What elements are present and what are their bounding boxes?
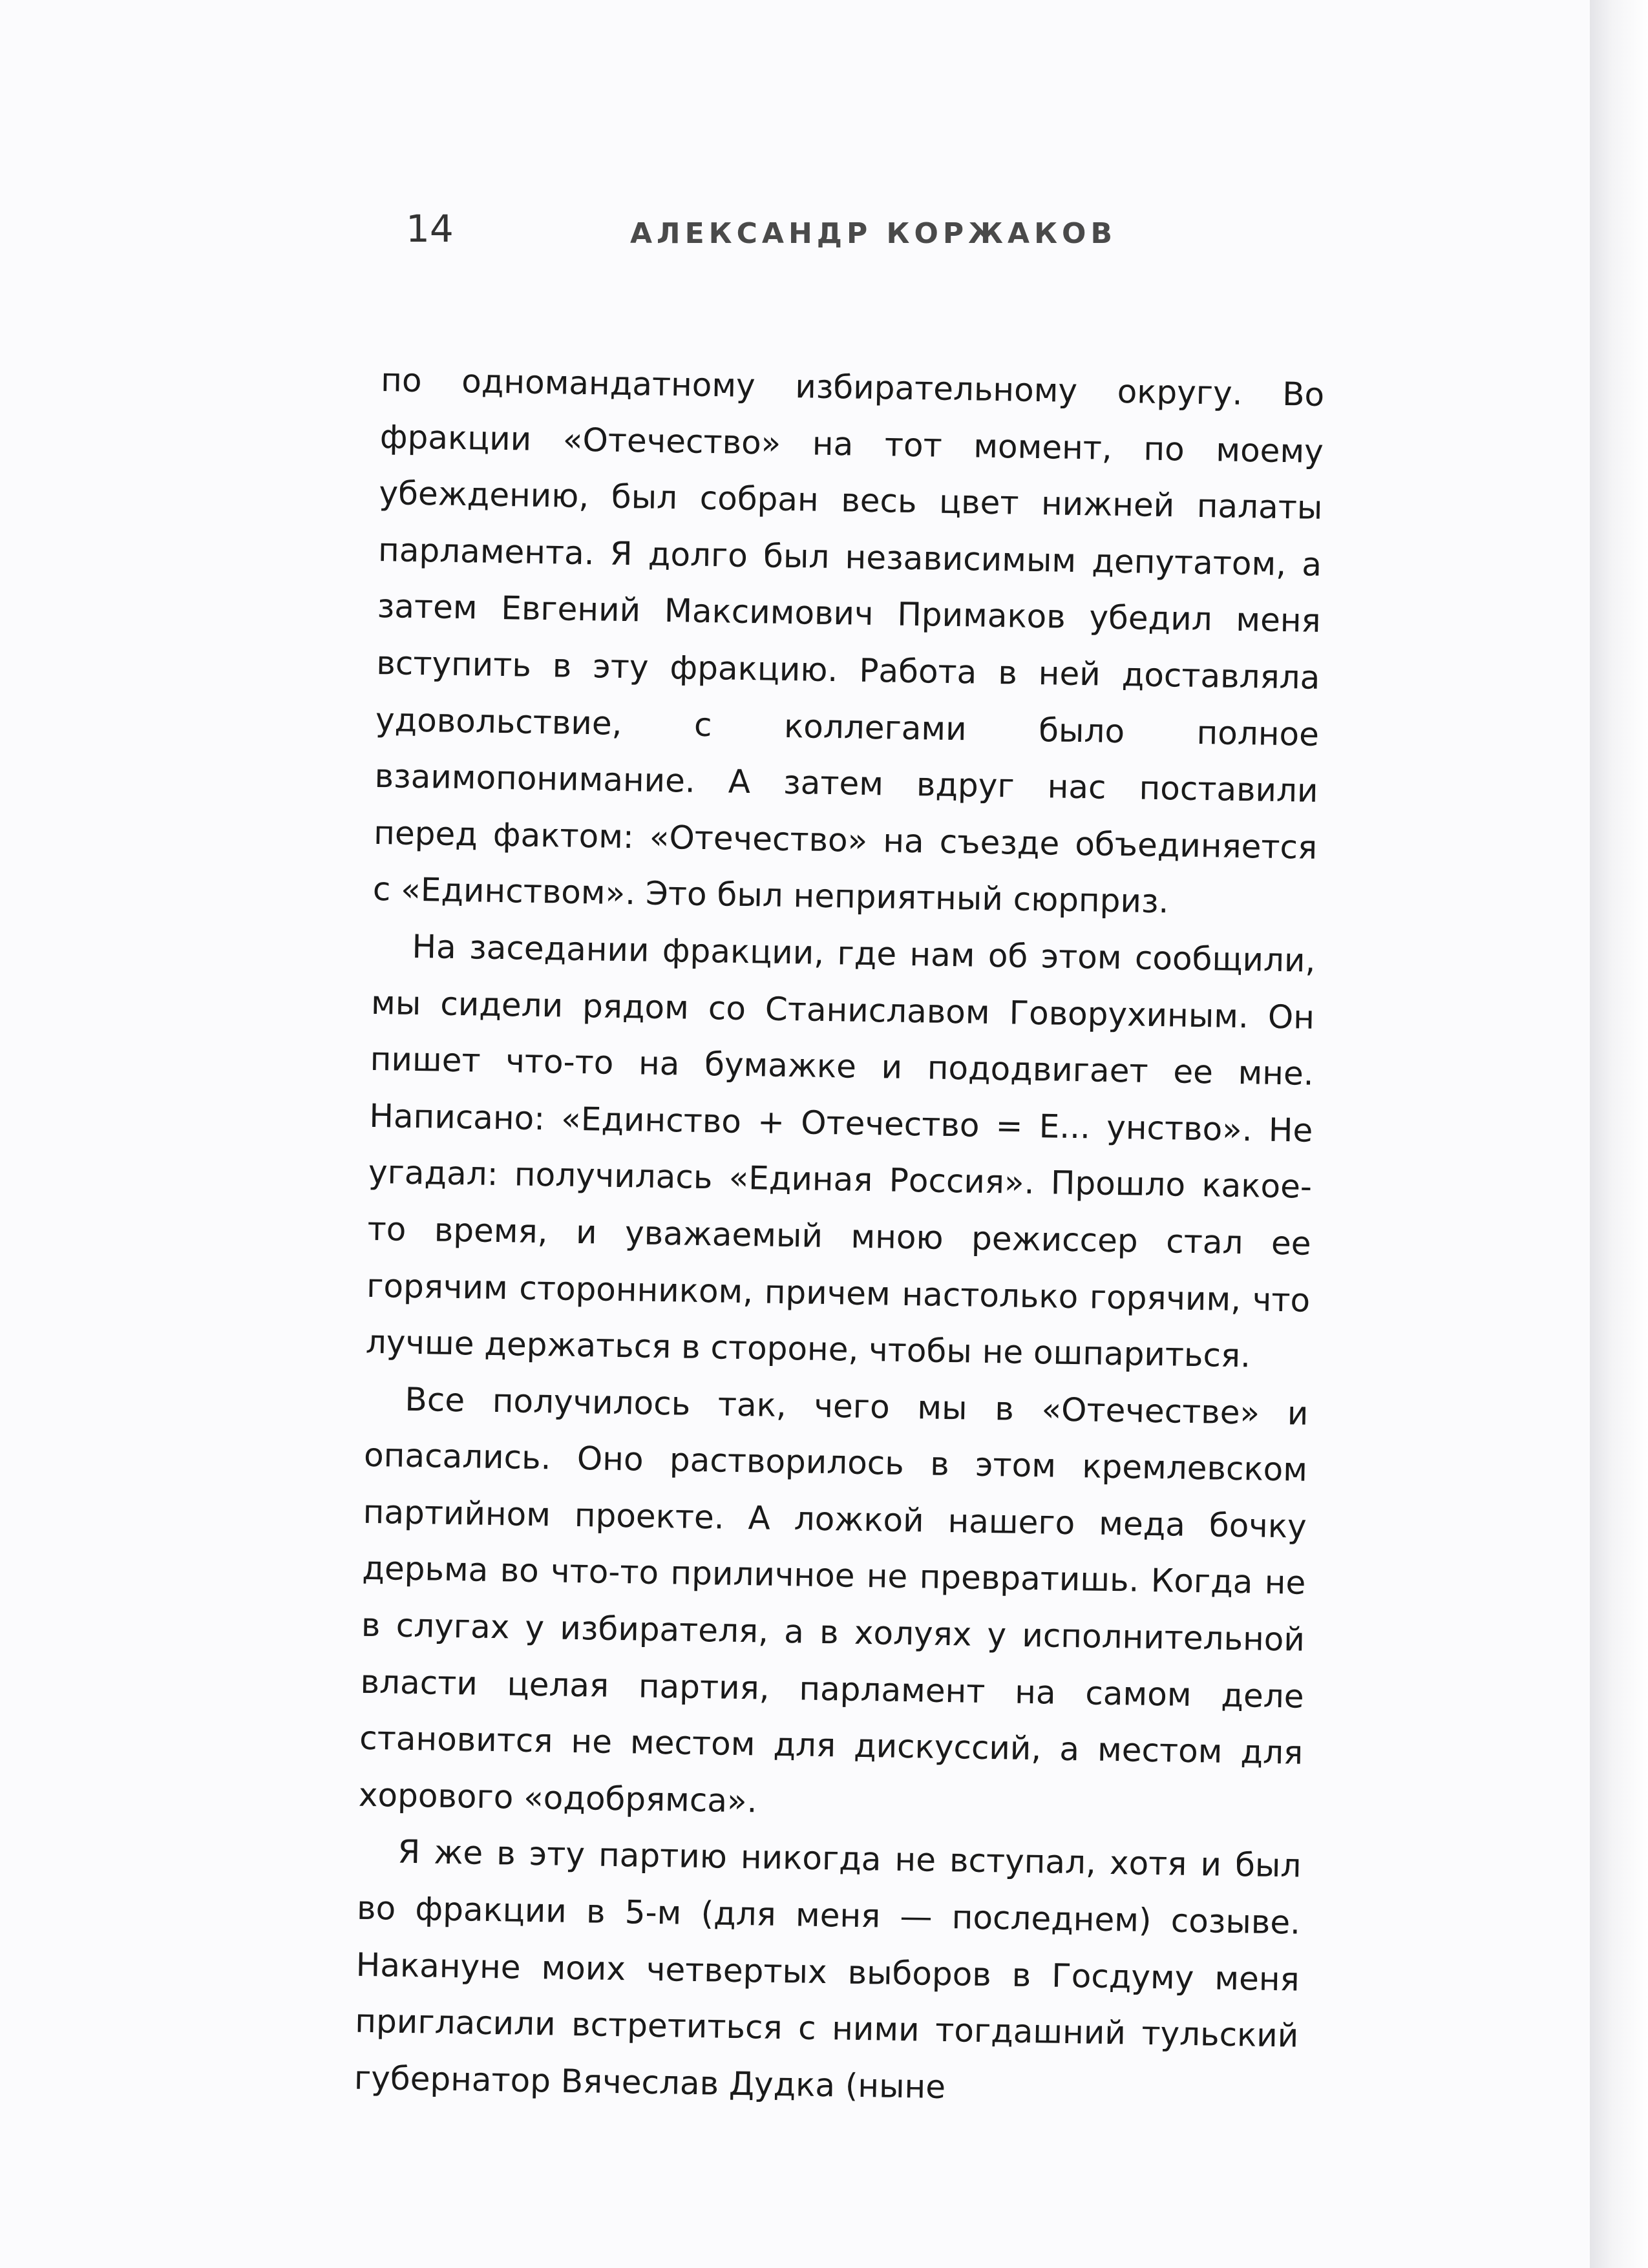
body-text <box>354 352 1324 2121</box>
running-title: АЛЕКСАНДР КОРЖАКОВ <box>630 217 1117 250</box>
page-edge <box>1590 0 1648 2268</box>
running-header <box>0 207 1590 271</box>
paragraph: На заседании фракции, где нам об этом сообщили, мы сидели рядом со Станиславом Говорухиным. Он пишет что-то на бумажке и пододвигает ее мне. Написано: «Единство + Отечество = Е... унство». Не угадал: получилась «Единая Россия». Прошло какое-то время, и уважаемый мною режиссер стал ее горячим сторонником, причем настолько горячим, что лучше держаться в стороне, чтобы не ошпариться. <box>365 927 1316 1375</box>
page-number: 14 <box>406 207 454 251</box>
paragraph: Все получилось так, чего мы в «Отечестве» и опасались. Оно растворилось в этом кремлевском партийном проекте. А ложкой нашего меда бочку дерьма во что-то приличное не превратишь. Когда не в слугах у избирателя, а в холуях у исполнительной власти целая партия, парламент на самом деле становится не местом для дискуссий, а местом для хорового «одобрямса». <box>358 1380 1309 1820</box>
paragraph: Я же в эту партию никогда не вступал, хотя и был во фракции в 5-м (для меня — последнем) созыве. Накануне моих четвертых выборов в Госдуму меня пригласили встретиться с ними тогдашний тульский губернатор Вячеслав Дудка (ныне <box>354 1833 1302 2106</box>
paragraph: по одномандатному избирательному округу. Во фракции «Отечество» на тот момент, по моему убеждению, был собран весь цвет нижней палаты парламента. Я долго был независимым депутатом, а затем Евгений Максимович Примаков убедил меня вступить в эту фракцию. Работа в ней доставляла удовольствие, с коллегами было полное взаимопонимание. А затем вдруг нас поставили перед фактом: «Отечество» на съезде объединяется с «Единством». Это был неприятный сюрприз. <box>372 361 1325 921</box>
